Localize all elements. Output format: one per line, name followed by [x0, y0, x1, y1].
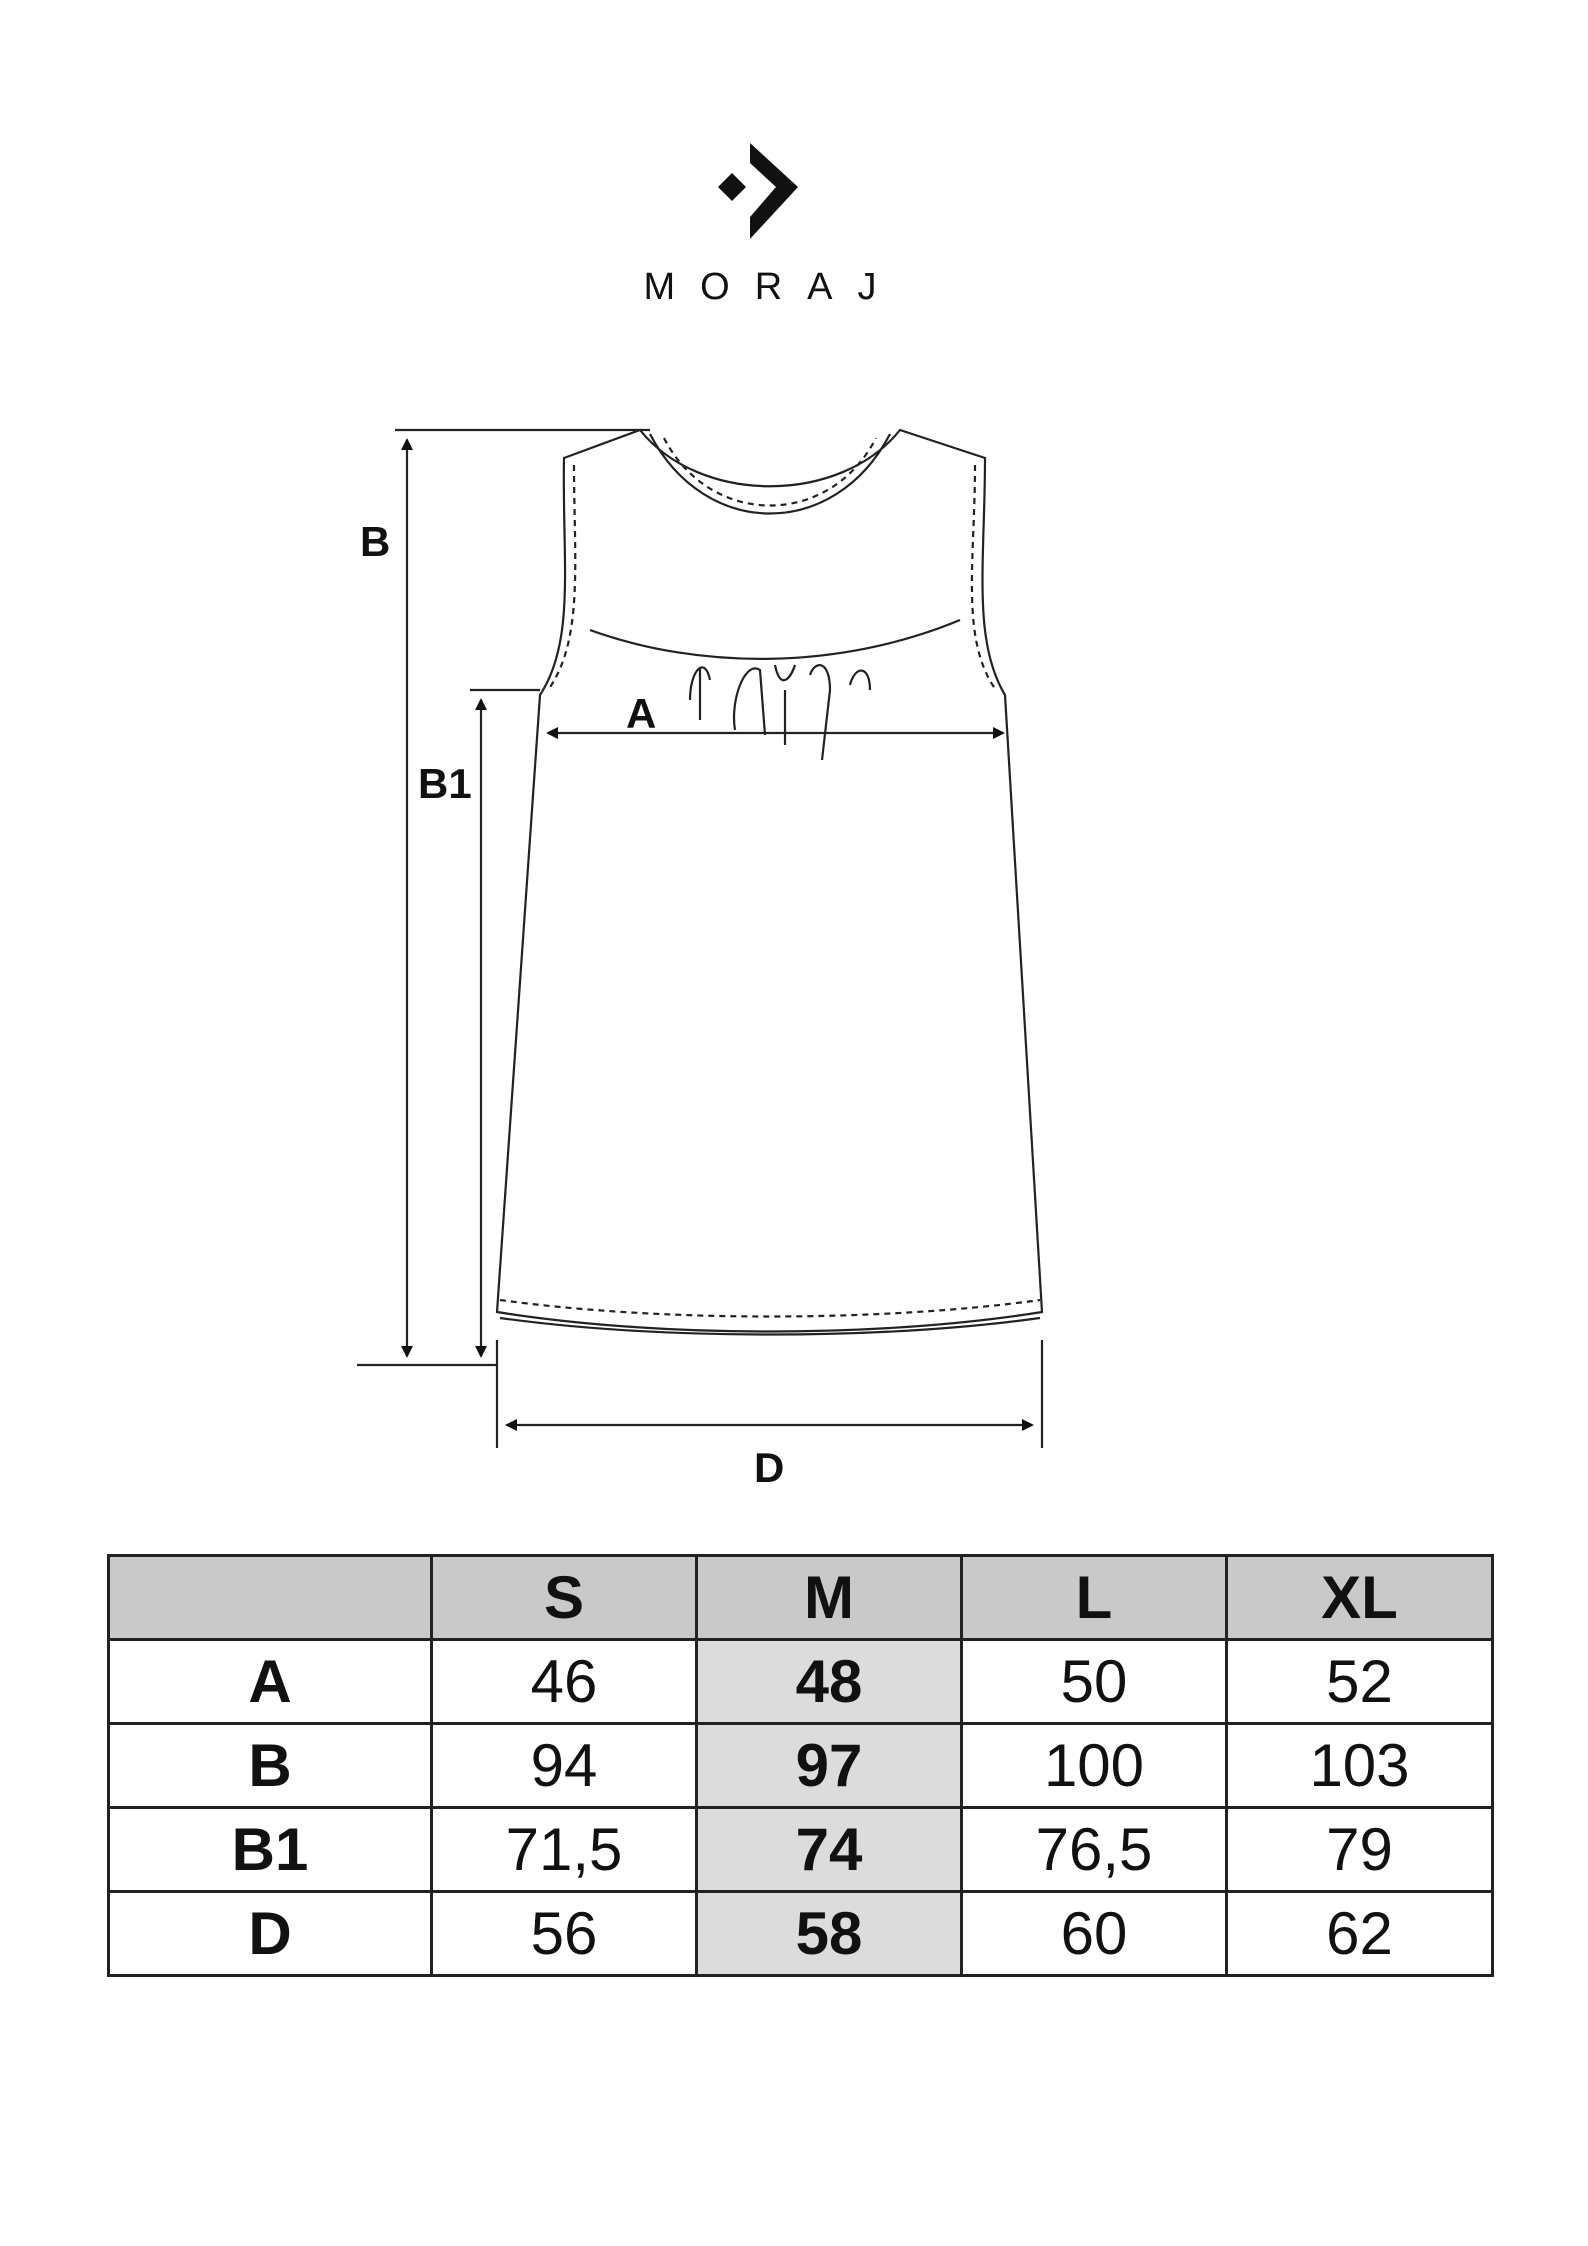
table-cell: 46: [432, 1640, 697, 1724]
row-label-a: A: [109, 1640, 432, 1724]
column-header-m: M: [697, 1556, 962, 1640]
row-label-d: D: [109, 1892, 432, 1976]
table-cell: 52: [1227, 1640, 1493, 1724]
table-cell: 103: [1227, 1724, 1493, 1808]
table-row: [109, 1640, 1493, 1724]
dimension-label-d: D: [754, 1444, 785, 1491]
table-cell-highlight: 97: [697, 1724, 962, 1808]
table-row: [109, 1892, 1493, 1976]
table-cell: 71,5: [432, 1808, 697, 1892]
size-chart-table: [107, 1554, 1494, 1977]
brand-name: MORAJ: [643, 266, 902, 308]
table-cell: 94: [432, 1724, 697, 1808]
table-cell: 100: [962, 1724, 1227, 1808]
table-cell: 62: [1227, 1892, 1493, 1976]
row-label-b: B: [109, 1724, 432, 1808]
table-header-row: [109, 1556, 1493, 1640]
dimension-label-b1: B1: [418, 760, 472, 807]
row-label-b1: B1: [109, 1808, 432, 1892]
table-cell: 60: [962, 1892, 1227, 1976]
dress-outline: [497, 430, 1042, 1332]
table-row: [109, 1724, 1493, 1808]
table-cell: 50: [962, 1640, 1227, 1724]
column-header-xl: XL: [1227, 1556, 1493, 1640]
table-cell: 56: [432, 1892, 697, 1976]
table-cell-highlight: 74: [697, 1808, 962, 1892]
column-header-l: L: [962, 1556, 1227, 1640]
table-cell-highlight: 48: [697, 1640, 962, 1724]
table-row: [109, 1808, 1493, 1892]
column-header-s: S: [432, 1556, 697, 1640]
table-cell-highlight: 58: [697, 1892, 962, 1976]
table-cell: 79: [1227, 1808, 1493, 1892]
table-corner-cell: [109, 1556, 432, 1640]
dimension-label-b: B: [360, 518, 391, 565]
dimension-label-a: A: [626, 690, 657, 737]
table-cell: 76,5: [962, 1808, 1227, 1892]
